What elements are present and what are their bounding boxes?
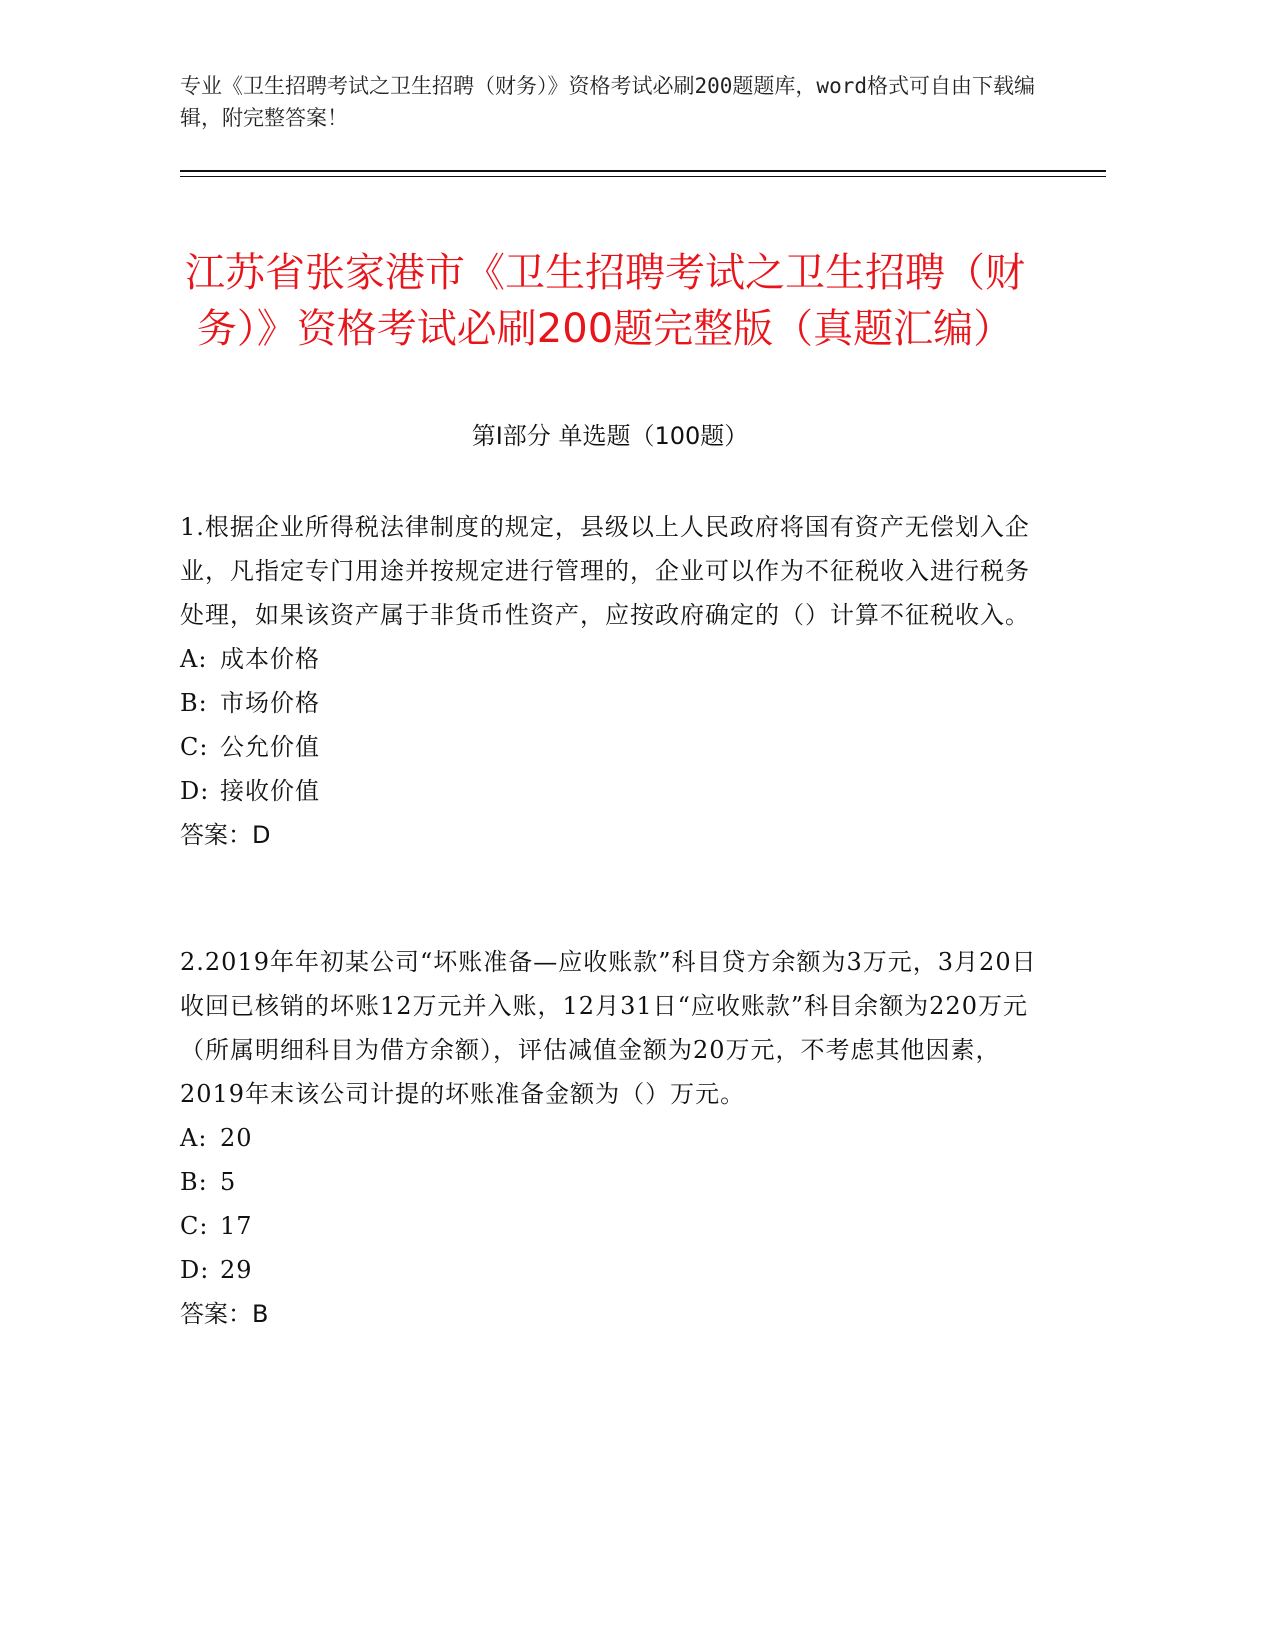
option-d: [180, 1248, 1040, 1292]
option-b: [180, 681, 1040, 725]
header-divider-thin: [180, 176, 1106, 177]
option-text: 5: [220, 1168, 237, 1196]
option-d: [180, 769, 1040, 813]
question-stem: 2.2019年年初某公司“坏账准备—应收账款”科目贷方余额为3万元，3月20日收回已核销的坏账12万元并入账，12月31日“应收账款”科目余额为220万元（所属明细科目为借方余额），评估减值金额为20万元，不考虑其他因素，2019年末该公司计提的坏账准备金额为（）万元。: [180, 948, 1037, 1108]
option-key: D:: [180, 777, 210, 805]
header-note: 专业《卫生招聘考试之卫生招聘（财务）》资格考试必刷200题题库，word格式可自由下载编辑，附完整答案！: [180, 74, 1035, 130]
option-key: C:: [180, 1212, 209, 1240]
answer: 答案：D: [180, 821, 271, 849]
option-text: 29: [220, 1256, 253, 1284]
option-text: 市场价格: [220, 689, 320, 717]
document-title: 江苏省张家港市《卫生招聘考试之卫生招聘（财务）》资格考试必刷200题完整版（真题汇编）: [185, 249, 1025, 352]
option-key: C:: [180, 733, 209, 761]
option-text: 公允价值: [220, 733, 320, 761]
section-title: 第I部分 单选题（100题）: [471, 422, 749, 450]
option-a: [180, 637, 1040, 681]
header-divider-thick: [180, 170, 1106, 172]
option-text: 17: [220, 1212, 253, 1240]
question-stem: 1.根据企业所得税法律制度的规定，县级以上人民政府将国有资产无偿划入企业，凡指定专门用途并按规定进行管理的，企业可以作为不征税收入进行税务处理，如果该资产属于非货币性资产，应按政府确定的（）计算不征税收入。: [180, 513, 1030, 629]
option-c: [180, 1204, 1040, 1248]
option-key: D:: [180, 1256, 210, 1284]
option-text: 成本价格: [220, 645, 320, 673]
question-1: [180, 505, 1040, 857]
question-2: [180, 940, 1040, 1336]
option-c: [180, 725, 1040, 769]
option-key: B:: [180, 689, 208, 717]
option-b: [180, 1160, 1040, 1204]
option-key: B:: [180, 1168, 208, 1196]
option-key: A:: [180, 645, 208, 673]
option-key: A:: [180, 1124, 208, 1152]
option-text: 20: [220, 1124, 253, 1152]
option-a: [180, 1116, 1040, 1160]
option-text: 接收价值: [220, 777, 320, 805]
answer: 答案：B: [180, 1300, 269, 1328]
